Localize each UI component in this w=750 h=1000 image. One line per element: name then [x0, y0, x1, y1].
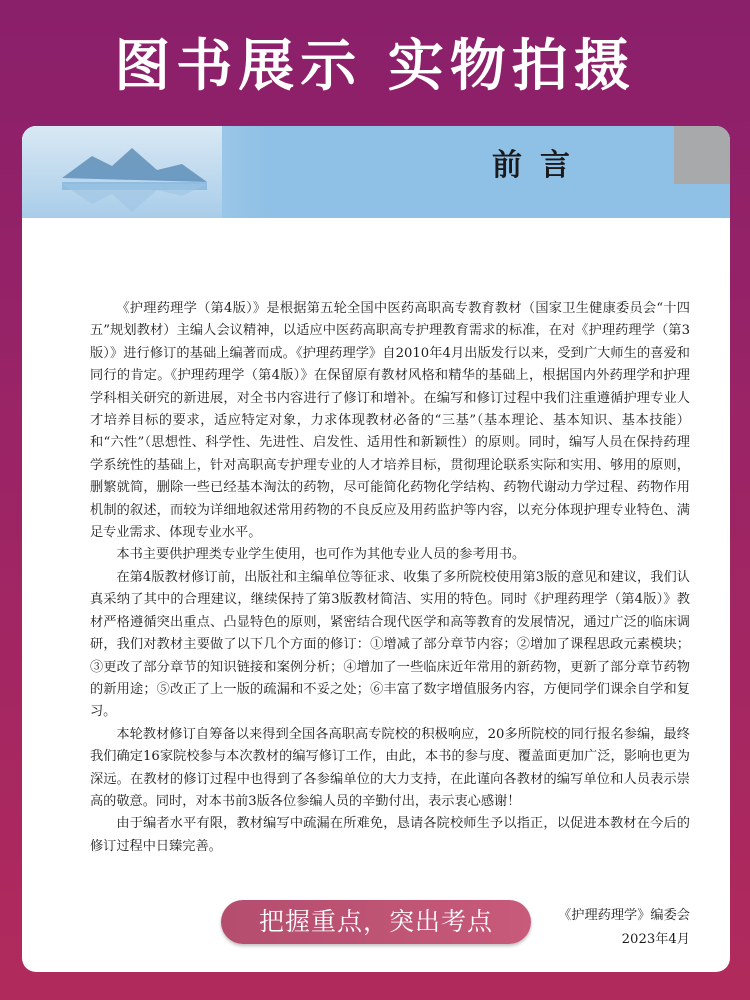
banner-title: 图书展示 实物拍摄: [114, 34, 636, 99]
preface-body: [90, 298, 690, 858]
signature-block: [558, 904, 690, 952]
page-title: 前言: [492, 148, 588, 183]
highlight-pill: 把握重点，突出考点: [221, 900, 531, 944]
paragraph: 《护理药理学（第4版）》是根据第五轮全国中医药高职高专教育教材（国家卫生健康委员会“十四五”规划教材）主编人会议精神，以适应中医药高职高专护理教育需求的标准，在对《护理药理学（第3版）》进行修订的基础上编著而成。《护理药理学》自2010年4月出版发行以来，受到广大师生的喜爱和同行的肯定。《护理药理学（第4版）》在保留原有教材风格和精华的基础上，根据国内外药理学和护理学科相关研究的新进展，对全书内容进行了修订和增补。在编写和修订过程中我们注重遵循护理专业人才培养目标的要求，适应特定对象，力求体现教材必备的“三基”（基本理论、基本知识、基本技能）和“六性”（思想性、科学性、先进性、启发性、适用性和新颖性）的原则。同时，编写人员在保持药理学系统性的基础上，针对高职高专护理专业的人才培养目标，贯彻理论联系实际和实用、够用的原则，删繁就简，删除一些已经基本淘汰的药物，尽可能简化药物化学结构、药物代谢动力学过程、药物作用机制的叙述，而较为详细地叙述常用药物的不良反应及用药监护等内容，以充分体现护理专业特色、满足专业需求、体现专业水平。: [90, 301, 690, 541]
paragraph: 由于编者水平有限，教材编写中疏漏在所难免，恳请各院校师生予以指正，以促进本教材在今后的修订过程中日臻完善。: [90, 816, 690, 854]
mountain-lake-illustration: [22, 126, 222, 218]
book-page-card: [22, 126, 730, 972]
header-gray-block: [674, 126, 730, 184]
paragraph: 在第4版教材修订前，出版社和主编单位等征求、收集了多所院校使用第3版的意见和建议，我们认真采纳了其中的合理建议，继续保持了第3版教材简洁、实用的特色。同时《护理药理学（第4版）》教材严格遵循突出重点、凸显特色的原则，紧密结合现代医学和高等教育的发展情况，通过广泛的临床调研，我们对教材主要做了以下几个方面的修订：①增减了部分章节内容；②增加了课程思政元素模块；③更改了部分章节的知识链接和案例分析；④增加了一些临床近年常用的新药物，更新了部分章节药物的新用途；⑤改正了上一版的疏漏和不妥之处；⑥丰富了数字增值服务内容，方便同学们课余自学和复习。: [90, 569, 690, 720]
signature-date: 2023年4月: [621, 932, 690, 947]
paragraph: 本轮教材修订自筹备以来得到全国各高职高专院校的积极响应，20多所院校的同行报名参编，最终我们确定16家院校参与本次教材的编写修订工作，由此，本书的参与度、覆盖面更加广泛，影响也更为深远。在教材的修订过程中也得到了各参编单位的大力支持，在此谨向各教材的编写单位和人员表示崇高的敬意。同时，对本书前3版各位参编人员的辛勤付出，表示衷心感谢！: [90, 726, 690, 809]
signature-org: 《护理药理学》编委会: [558, 908, 690, 923]
paragraph: 本书主要供护理类专业学生使用，也可作为其他专业人员的参考用书。: [116, 547, 526, 563]
